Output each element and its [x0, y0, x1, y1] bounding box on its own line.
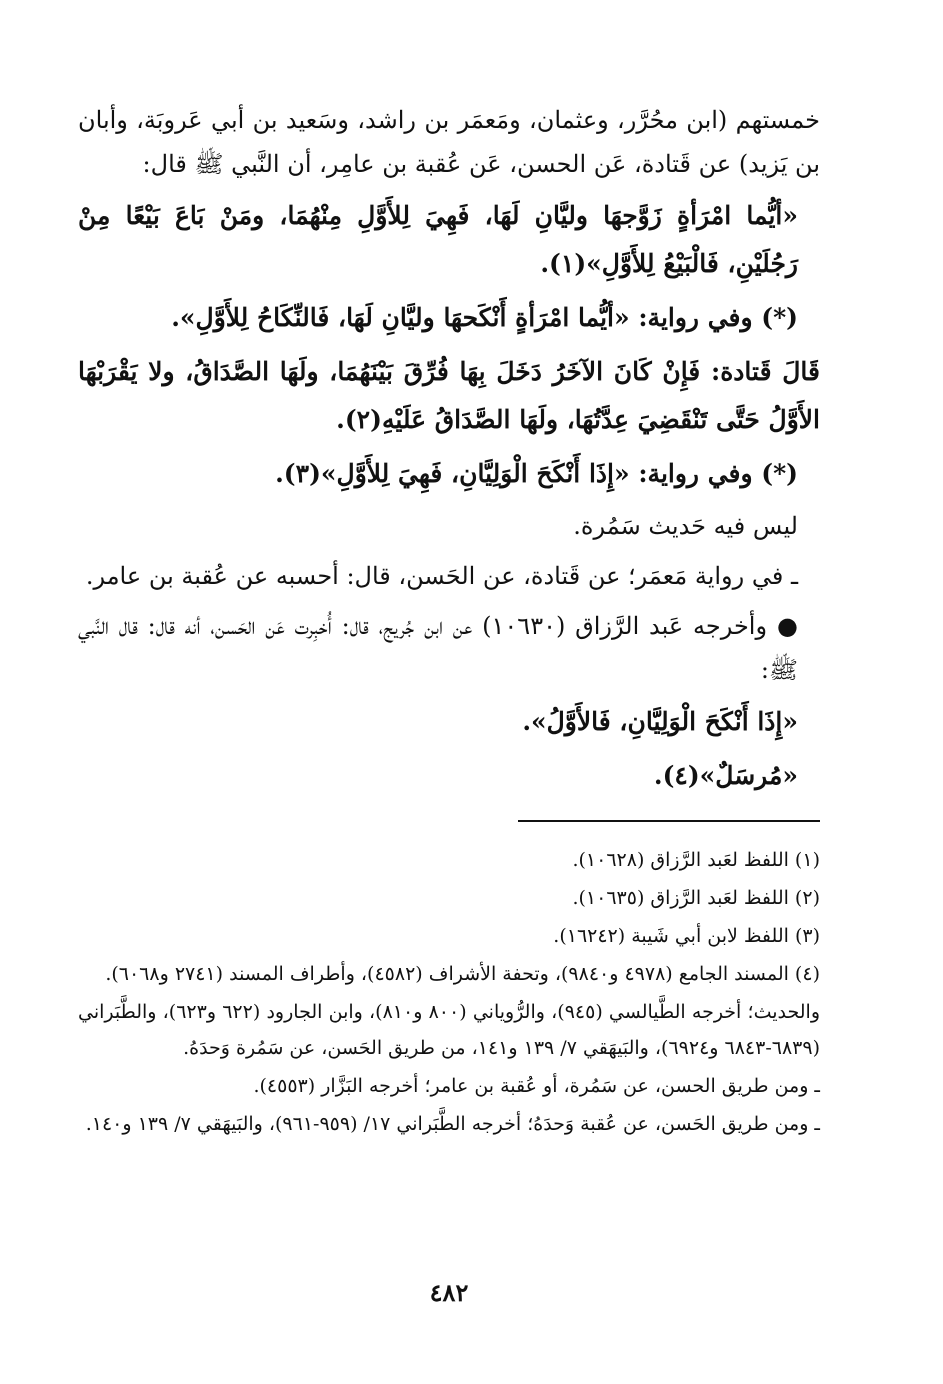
note-line: ليس فيه حَديث سَمُرة.: [573, 512, 798, 540]
narration-variant-2: (*) وفي رواية: «إِذَا أَنْكَحَ الْوَلِيَّانِ، فَهِيَ لِلأَوَّلِ»(٣).: [275, 459, 798, 488]
mursal-label: «مُرسَلٌ»(٤).: [653, 761, 798, 790]
footnote-2: (٢) اللفظ لعَبد الرَّزاق (١٠٦٣٥).: [572, 887, 820, 909]
mamar-narration-note: ـ في رواية مَعمَر؛ عن قَتادة، عن الحَسن، قال: أحسبه عن عُقبة بن عامر.: [85, 562, 798, 590]
book-page: [78, 98, 820, 1368]
hadith-text: «أيُّما امْرَأةٍ زَوَّجهَا وليَّانِ لَهَا، فَهِيَ لِلأَوَّلِ مِنْهُمَا، ومَنْ بَاعَ بَيْعًا مِنْ رَجُلَيْنِ، فَالْبَيْعُ لِلأَوَّلِ»(١).: [78, 201, 798, 278]
footnotes: [78, 842, 820, 1144]
footnote-1: (١) اللفظ لعَبد الرَّزاق (١٠٦٢٨).: [572, 849, 820, 871]
footnote-4-path-2: ـ ومن طريق الحَسن، عن عُقبة وَحدَهُ؛ أخرجه الطَّبَراني ١٧/ (٩٥٩-٩٦١)، والبَيهَقي ٧/ ١٣٩ و١٤٠.: [85, 1113, 820, 1135]
isnad-paragraph: خمستهم (ابن محُرَّر، وعثمان، ومَعمَر بن راشد، وسَعيد بن أبي عَروبَة، وأبان بن يَزيد) عن قَتادة، عَن الحسن، عَن عُقبة بن عامِر، أن النَّبي ﷺ قال:: [78, 106, 820, 178]
abdulrazzaq-text: وأخرجه عَبد الرَّزاق (١٠٦٣٠) عن ابن جُريج، قال: أُخبِرت عَن الحَسن، أنه قال: قال النَّبي ﷺ:: [78, 612, 798, 684]
narration-variant-1: (*) وفي رواية: «أيُّما امْرَأةٍ أَنْكَحهَا وليَّانِ لَهَا، فَالنِّكَاحُ لِلأَوَّلِ».: [171, 303, 798, 332]
footnote-4-path-1: ـ ومن طريق الحسن، عن سَمُرة، أو عُقبة بن عامر؛ أخرجه البَزَّار (٤٥٥٣).: [253, 1075, 820, 1097]
footnote-divider: [518, 820, 820, 822]
footnote-4: (٤) المسند الجامع (٤٩٧٨ و٩٨٤٠)، وتحفة الأشراف (٤٥٨٢)، وأطراف المسند (٢٧٤١ و٦٠٦٨).: [105, 963, 820, 985]
abdulrazzaq-line: [78, 604, 820, 692]
main-text: [78, 98, 820, 800]
page-number: ٤٨٢: [429, 1278, 469, 1307]
bullet-icon: ●: [777, 612, 798, 640]
hadith-mursal-text: «إِذَا أَنْكَحَ الْوَلِيَّانِ، فَالأَوَّلُ».: [522, 707, 798, 736]
footnote-3: (٣) اللفظ لابن أبي شَيبة (١٦٢٤٢).: [553, 925, 820, 947]
footnote-4-continued: والحديث؛ أخرجه الطَّيالسي (٩٤٥)، والرُّوياني (٨٠٠ و٨١٠)، وابن الجارود (٦٢٢ و٦٢٣)، والطَّبَراني (٦٨٣٩-٦٨٤٣ و٦٩٢٤)، والبَيهَقي ٧/ ١٣٩ و١٤١، من طريق الحَسن، عن سَمُرة وَحدَهُ.: [78, 1001, 821, 1059]
qatada-statement: قَالَ قَتادة: فَإِنْ كَانَ الآخَرُ دَخَلَ بِهَا فُرِّقَ بَيْنَهُمَا، ولَهَا الصَّدَاقُ، ولا يَقْرَبْهَا الأَوَّلُ حَتَّى تَنْقَضِيَ عِدَّتُهَا، ولَهَا الصَّدَاقُ عَلَيْهِ(٢).: [78, 357, 820, 434]
